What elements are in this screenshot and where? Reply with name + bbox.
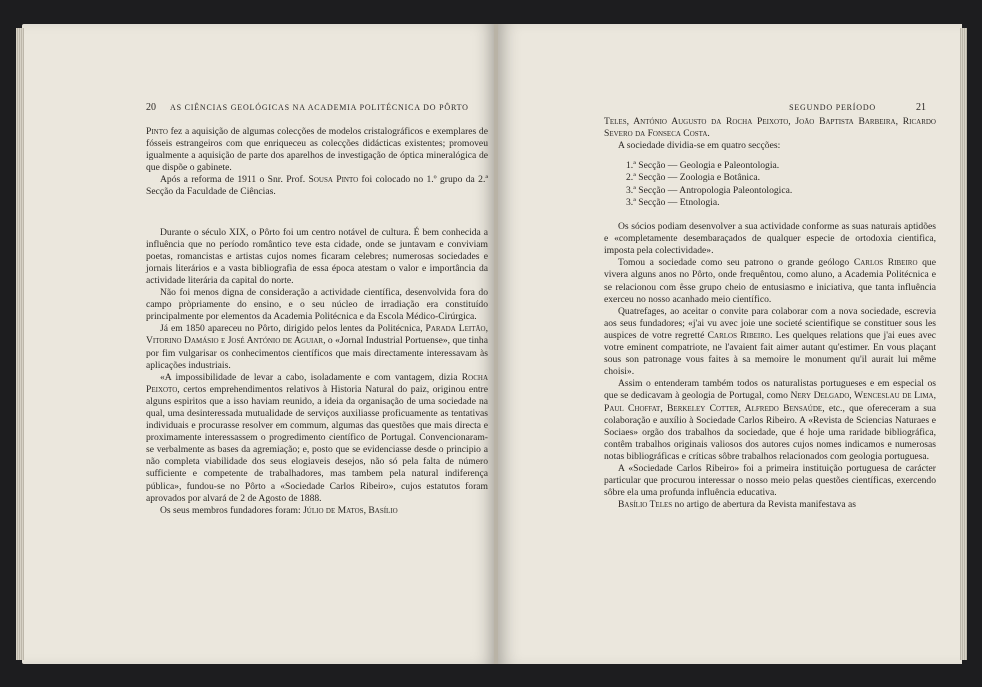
paragraph: Pinto fez a aquisição de algumas colecções de modelos cristalográficos e exemplares de fósseis estrangeiros com que enriqueceu as colecções didácticas existentes; promoveu igualmente a aquisição de parte dos aparelhos de investigação de óptica mineralógica de que dispõe o gabinete. xyxy=(146,126,488,174)
left-page-text xyxy=(146,126,488,517)
paragraph: «A impossibilidade de levar a cabo, isoladamente e com vantagem, dizia Rocha Peixoto, certos emprehendimentos relativos à Historia Natural do paiz, originou entre alguns espiritos que a isso haviam reunido, a ideia da organisação de uma sociedade na qual, uma desinteressada mutualidade de serviços auxiliasse proficuamente as tentativas individuais e procurasse resolver em commum, algumas das questões que mais directa e proximamente interessassem o progredimento científico de Portugal. Convencionaram-se verbalmente as bases da agremiação; e, posto que se evidenciasse desde o principio a não completa viabilidade dos seus elogiaveis desejos, não só pela falta de número sufficiente e competente de trabalhadores, mas tambem pela natural indiferença pública», fundou-se no Pôrto a «Sociedade Carlos Ribeiro», cujos estatutos foram aprovados por alvará de 2 de Agosto de 1888. xyxy=(146,371,488,504)
left-running-title: AS CIÊNCIAS GEOLÓGICAS NA ACADEMIA POLITÉCNICA DO PÔRTO xyxy=(170,103,469,112)
left-running-head xyxy=(146,102,486,113)
list-item: 3.ª Secção — Antropologia Paleontologica. xyxy=(626,184,793,196)
paragraph: Os sócios podiam desenvolver a sua actividade conforme as suas naturais aptidões e «completamente desembaraçados de qualquer especie de ortodoxia cientifica, imposta pela colectividade». xyxy=(604,221,936,257)
list-item: 3.ª Secção — Etnologia. xyxy=(626,196,720,208)
paragraph: Após a reforma de 1911 o Snr. Prof. Sousa Pinto foi colocado no 1.º grupo da 2.ª Secção da Faculdade de Ciências. xyxy=(146,174,488,198)
right-running-title: SEGUNDO PERÍODO xyxy=(789,103,876,112)
right-page-text xyxy=(604,116,936,511)
left-page-number: 20 xyxy=(146,102,156,113)
right-page-number: 21 xyxy=(916,102,926,113)
paragraph: Os seus membros fundadores foram: Júlio de Matos, Basílio xyxy=(160,504,398,516)
page-edges-left xyxy=(16,28,24,660)
paragraph: Assim o entenderam também todos os naturalistas portugueses e em especial os que se dedicavam à geologia de Portugal, como Nery Delgado, Wenceslau de Lima, Paul Choffat, Berkeley Cotter, Alfredo Bensaúde, etc., que ofereceram a sua colaboração e auxílio à Sociedade Carlos Ribeiro. A «Revista de Sciencias Naturaes e Sociaes» orgão dos trabalhos da sociedade, que é hoje uma raridade bibliográfica, contêm trabalhos originais valiosos dos autores cujos nomes indicamos e numerosas notas bibliográficas e críticas sôbre trabalhos relacionados com geologia portuguesa. xyxy=(604,378,937,462)
paragraph: A «Sociedade Carlos Ribeiro» foi a primeira instituição portuguesa de carácter particular que procurou interessar o nosso meio pelas questões científicas, exercendo sôbre ela uma profunda influência educativa. xyxy=(604,462,936,499)
page-edges-right xyxy=(960,28,967,660)
sections-list xyxy=(604,160,936,209)
paragraph: Já em 1850 apareceu no Pôrto, dirigido pelos lentes da Politécnica, Parada Leitão, Vitorino Damásio e José António de Aguiar, o «Jornal Industrial Portuense», que tinha por fim vulgarisar os conhecimentos científicos que mais directamente interessavam às aplicações industriais. xyxy=(146,323,488,371)
paragraph: A sociedade dividia-se em quatro secções: xyxy=(618,140,781,152)
paragraph: Basílio Teles no artigo de abertura da Revista manifestava as xyxy=(618,499,856,511)
paragraph: Durante o século XIX, o Pôrto foi um centro notável de cultura. É bem conhecida a influência que no período romântico teve esta cidade, onde se juntavam e conviviam poetas, romancistas e artistas cujos nomes ficaram celebres; numerosas sociedades e jornais literários e a vasta bibliografia de essa época atestam o valor e importância da actividade literária da capital do norte. xyxy=(146,226,488,286)
open-book xyxy=(22,24,962,664)
paragraph: Tomou a sociedade como seu patrono o grande geólogo Carlos Ribeiro que vivera alguns anos no Pôrto, onde frequêntou, como aluno, a Academia Politécnica e se relacionou com êsse grupo cheio de entusiasmo e iniciativa, que tanta influência exerceu no nosso acanhado meio científico. xyxy=(604,257,936,305)
list-item: 1.ª Secção — Geologia e Paleontologia. xyxy=(626,160,780,172)
paragraph: Teles, António Augusto da Rocha Peixoto, João Baptista Barbeira, Ricardo Severo da Fonseca Costa. xyxy=(604,116,936,140)
right-running-head xyxy=(658,102,926,113)
paragraph: Não foi menos digna de consideração a actividade científica, desenvolvida fora do campo pròpriamente do ensino, e o seu núcleo de irradiação era constituído principalmente por elementos da Academia Politécnica e da Escola Médico-Cirúrgica. xyxy=(146,287,488,323)
left-page xyxy=(22,24,496,664)
list-item: 2.ª Secção — Zoologia e Botânica. xyxy=(626,172,760,184)
right-page xyxy=(498,24,962,664)
paragraph: Quatrefages, ao aceitar o convite para colaborar com a nova sociedade, escrevia aos seus fundadores; «j'ai vu avec joie une societé scientifique se constituer sous les auspices de votre regretté Carlos Ribeiro. Les quelques relations que j'ai eues avec votre eminent compatriote, ne l'avaient fait aimer autant qu'estimer. En vous plaçant sous son patronage vous faites à sa memoire le monument qu'il aurait lui même choisi». xyxy=(604,305,936,378)
